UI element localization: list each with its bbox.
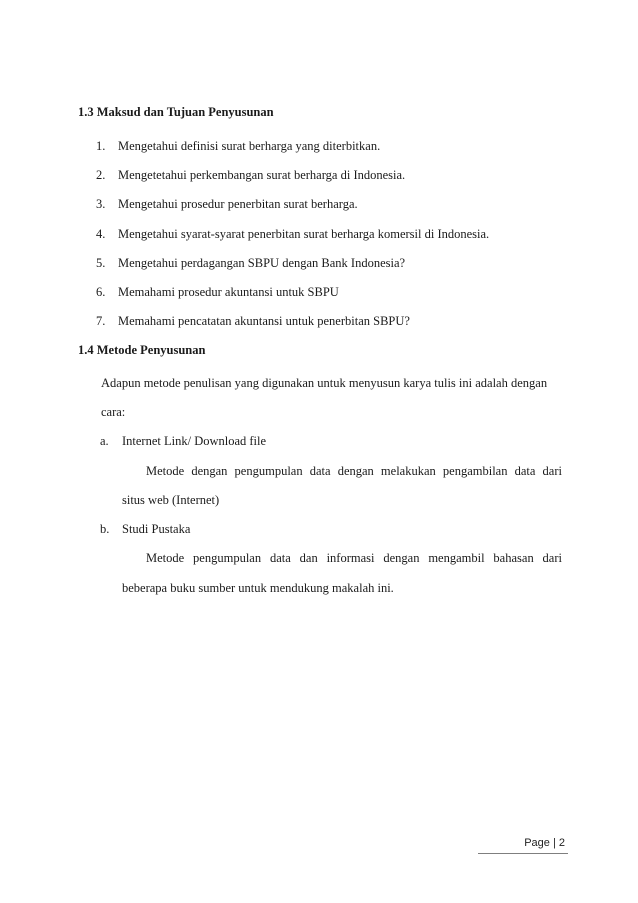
- intro-paragraph-line1: Adapun metode penulisan yang digunakan untuk menyusun karya tulis ini adalah dengan: [101, 376, 548, 390]
- list-number: 5.: [96, 256, 106, 270]
- section-heading-metode: 1.4 Metode Penyusunan: [78, 343, 206, 357]
- list-text: Memahami prosedur akuntansi untuk SBPU: [118, 285, 339, 299]
- list-item: [96, 313, 410, 329]
- method-desc-line2: beberapa buku sumber untuk mendukung makalah ini.: [122, 581, 394, 595]
- method-desc-line2: situs web (Internet): [122, 493, 220, 507]
- list-text: Mengetahui perdagangan SBPU dengan Bank Indonesia?: [118, 256, 406, 270]
- list-text: Memahami pencatatan akuntansi untuk penerbitan SBPU?: [118, 314, 410, 328]
- list-number: 4.: [96, 227, 106, 241]
- method-item-title: [100, 521, 190, 537]
- list-number: 3.: [96, 197, 106, 211]
- method-title: Internet Link/ Download file: [122, 434, 267, 448]
- list-item: [96, 255, 405, 271]
- method-title: Studi Pustaka: [122, 522, 191, 536]
- method-desc-line1: Metode dengan pengumpulan data dengan melakukan pengambilan data dari: [146, 464, 562, 478]
- section-heading-maksud-tujuan: 1.3 Maksud dan Tujuan Penyusunan: [78, 105, 274, 119]
- list-text: Mengetahui syarat-syarat penerbitan surat berharga komersil di Indonesia.: [118, 227, 490, 241]
- list-item: [96, 226, 489, 242]
- footer-divider: [478, 853, 568, 854]
- list-item: [96, 284, 339, 300]
- list-item: [96, 138, 380, 154]
- method-desc-line1: Metode pengumpulan data dan informasi dengan mengambil bahasan dari: [146, 551, 562, 565]
- method-item-title: [100, 433, 266, 449]
- list-item: [96, 167, 405, 183]
- list-number: 1.: [96, 139, 106, 153]
- list-number: 7.: [96, 314, 106, 328]
- list-text: Mengetahui prosedur penerbitan surat berharga.: [118, 197, 358, 211]
- list-text: Mengetahui definisi surat berharga yang diterbitkan.: [118, 139, 381, 153]
- page-number: Page | 2: [524, 837, 565, 849]
- intro-paragraph-line2: cara:: [101, 405, 126, 419]
- list-item: [96, 196, 358, 212]
- list-number: 6.: [96, 285, 106, 299]
- method-letter: a.: [100, 434, 109, 448]
- list-text: Mengetetahui perkembangan surat berharga di Indonesia.: [118, 168, 406, 182]
- method-letter: b.: [100, 522, 110, 536]
- list-number: 2.: [96, 168, 106, 182]
